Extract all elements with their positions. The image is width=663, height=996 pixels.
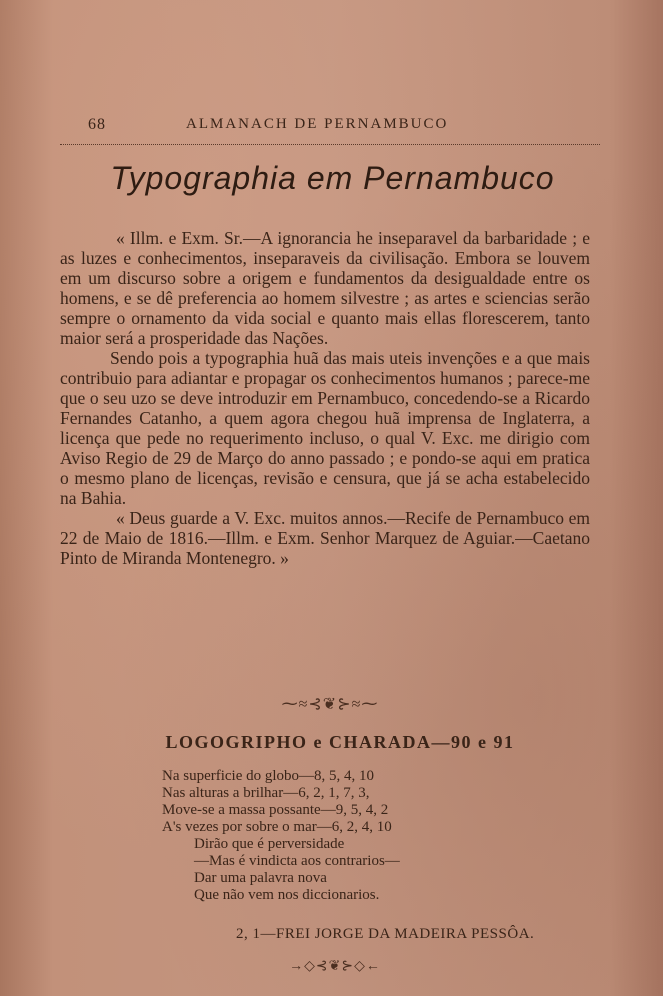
ornament-end: →◇⊰❦⊱◇← bbox=[289, 959, 381, 974]
page-header bbox=[62, 110, 602, 136]
paragraph-3: « Deus guarde a V. Exc. muitos annos.—Recife de Pernambuco em 22 de Maio de 1816.—Illm. e Exm. Senhor Marquez de Aguiar.—Caetano Pinto de Miranda Montenegro. » bbox=[60, 508, 590, 568]
page-number: 68 bbox=[88, 116, 106, 133]
puzzle-poem bbox=[162, 768, 542, 904]
paragraph-1: « Illm. e Exm. Sr.—A ignorancia he inseparavel da barbaridade ; e as luzes e conhecimentos, inseparaveis da civilisação. Embora se louvem em um discurso sobre a origem e fundamentos da desigualdade entre os homens, e se dê preferencia ao homem silvestre ; as artes e sciencias serão sempre o ornamento da vida social e quanto mais ellas florescerem, tanto maior será a prosperidade das Nações. bbox=[60, 228, 590, 348]
puzzle-title: LOGOGRIPHO e CHARADA—90 e 91 bbox=[165, 732, 515, 752]
poem-line: Na superficie do globo—8, 5, 4, 10 bbox=[162, 768, 375, 784]
header-rule bbox=[60, 144, 600, 145]
paragraph-2: Sendo pois a typographia huã das mais uteis invenções e a que mais contribuio para adiantar e propagar os conhecimentos humanos ; parece-me que o seu uzo se deve introduzir em Pernambuco, concedendo-se a Ricardo Fernandes Catanho, a quem agora chegou huã imprensa de Inglaterra, a licença que pede no requerimento incluso, o qual V. Exc. me dirigio com Aviso Regio de 29 de Março do anno passado ; e pondo-se aqui em pratica o mesmo plano de licenças, revisão e censura, que já se acha estabelecido na Bahia. bbox=[60, 348, 590, 508]
article-body bbox=[60, 228, 590, 568]
poem-line: Que não vem nos diccionarios. bbox=[194, 887, 380, 903]
ornament-divider: ⁓≈⊰❦⊱≈⁓ bbox=[281, 696, 379, 713]
poem-line: —Mas é vindicta aos contrarios— bbox=[194, 853, 400, 869]
poem-line: Move-se a massa possante—9, 5, 4, 2 bbox=[162, 802, 389, 818]
puzzle-signature: 2, 1—FREI JORGE DA MADEIRA PESSÔA. bbox=[236, 926, 535, 942]
poem-line: Dar uma palavra nova bbox=[194, 870, 327, 886]
article-title: Typographia em Pernambuco bbox=[110, 160, 555, 196]
poem-line: Dirão que é perversidade bbox=[194, 836, 345, 852]
running-title: ALMANACH DE PERNAMBUCO bbox=[186, 116, 449, 132]
poem-line: A's vezes por sobre o mar—6, 2, 4, 10 bbox=[162, 819, 392, 835]
poem-line: Nas alturas a brilhar—6, 2, 1, 7, 3, bbox=[162, 785, 370, 801]
